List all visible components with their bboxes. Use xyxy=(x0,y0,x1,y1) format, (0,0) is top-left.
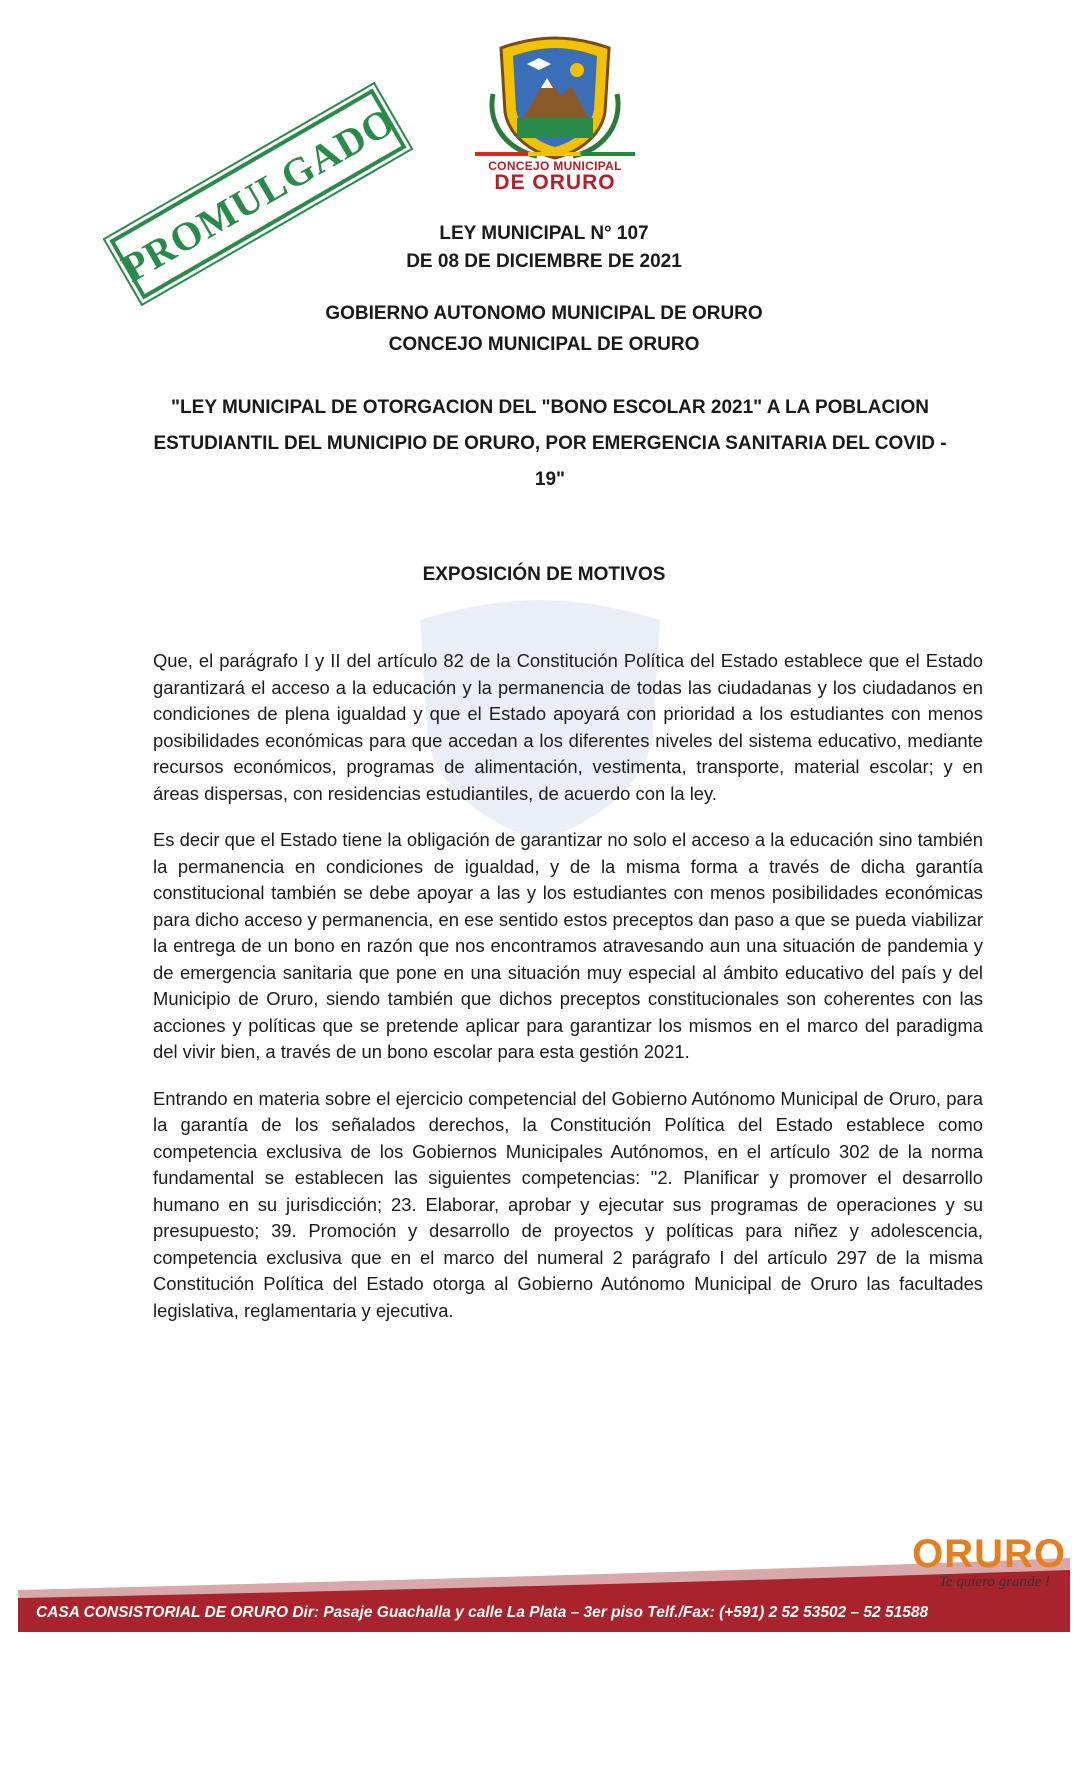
footer-address: CASA CONSISTORIAL DE ORURO Dir: Pasaje Guachalla y calle La Plata – 3er piso Telf./Fax: (+591) 2 52 53502 – 52 51588 xyxy=(36,1604,929,1621)
concejo-municipal-logo xyxy=(455,152,655,198)
oruro-coat-of-arms-icon xyxy=(487,34,623,162)
brand-word: ORURO xyxy=(912,1532,1066,1576)
law-title: "LEY MUNICIPAL DE OTORGACION DEL "BONO ESCOLAR 2021" A LA POBLACION ESTUDIANTIL DEL MUNICIPIO DE ORURO, POR EMERGENCIA SANITARIA DEL COVID - 19" xyxy=(153,397,947,490)
issuer-line2: CONCEJO MUNICIPAL DE ORURO xyxy=(388,334,700,355)
flag-stripe xyxy=(475,152,635,156)
paragraph: Entrando en materia sobre el ejercicio competencial del Gobierno Autónomo Municipal de Oruro, para la garantía de los señalados derechos, la Constitución Política del Estado establece como competencia exclusiva de los Gobiernos Municipales Autónomos, en el artículo 302 de la norma fundamental se establecen las siguientes competencias: "2. Planificar y promover el desarrollo humano en su jurisdicción; 23. Elaborar, aprobar y ejecutar sus programas de operaciones y su presupuesto; 39. Promoción y desarrollo de proyectos y políticas para niñez y adolescencia, competencia exclusiva que en el marco del numeral 2 parágrafo I del artículo 297 de la misma Constitución Política del Estado otorga al Gobierno Autónomo Municipal de Oruro las facultades legislativa, reglamentaria y ejecutiva. xyxy=(153,1087,983,1321)
oruro-brand-logo xyxy=(886,1534,1066,1594)
paragraph: Es decir que el Estado tiene la obligación de garantizar no solo el acceso a la educación sino también la permanencia en condiciones de igualdad, y de la misma forma a través de dicha garantía constitucional también se debe apoyar a las y los estudiantes con menos posibilidades económicas para dicho acceso y permanencia, en ese sentido estos preceptos dan paso a que se pueda viabilizar la entrega de un bono en razón que nos encontramos atravesando aun una situación de pandemia y de emergencia sanitaria que pone en una situación muy especial al ámbito educativo del país y del Municipio de Oruro, siendo también que dichos preceptos constitucionales son coherentes con las acciones y políticas que se pretende aplicar para garantizar los mismos en el marco del paradigma del vivir bien, a través de un bono escolar para esta gestión 2021. xyxy=(153,829,983,1062)
law-date: DE 08 DE DICIEMBRE DE 2021 xyxy=(406,251,682,272)
issuer-line1: GOBIERNO AUTONOMO MUNICIPAL DE ORURO xyxy=(325,303,763,324)
issuer-block xyxy=(0,298,1088,360)
brand-tagline: Te quiero grande ! xyxy=(939,1574,1050,1590)
body-text xyxy=(153,648,983,1344)
council-logo-line1: CONCEJO MUNICIPAL xyxy=(488,159,622,173)
paragraph: Que, el parágrafo I y II del artículo 82 de la Constitución Política del Estado establece que el Estado garantizará el acceso a la educación y la permanencia de todas las ciudadanas y los ciudadanos en condiciones de plena igualdad y que el Estado apoyará con prioridad a los estudiantes con menos posibilidades económicas para que accedan a los diferentes niveles del sistema educativo, mediante recursos económicos, programas de alimentación, vestimenta, transporte, material escolar; y en áreas dispersas, con residencias estudiantiles, de acuerdo con la ley. xyxy=(153,650,983,804)
section-heading: EXPOSICIÓN DE MOTIVOS xyxy=(422,564,666,585)
stamp-text: PROMULGADO xyxy=(113,97,403,291)
council-logo-line2: DE ORURO xyxy=(494,171,616,194)
law-header xyxy=(0,220,1088,276)
law-number: LEY MUNICIPAL N° 107 xyxy=(439,223,649,244)
